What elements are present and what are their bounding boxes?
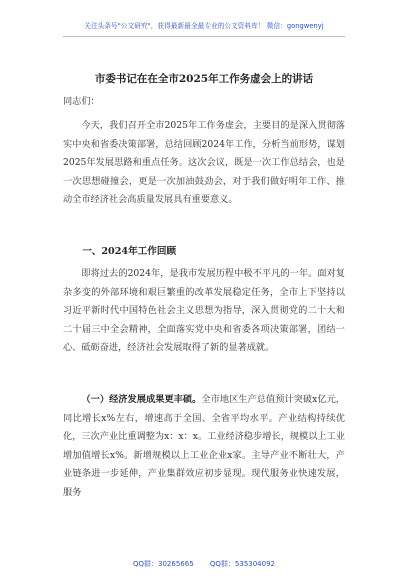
footer-qq-group-1: QQ群：30265665: [133, 560, 194, 568]
paragraph-economy: [63, 391, 345, 503]
paragraph-review: 即将过去的2024年，是我市发展历程中极不平凡的一年。面对复杂多变的外部环境和艰巨繁重的改革发展稳定任务，全市上下坚持以习近平新时代中国特色社会主义思想为指导，深入贯彻党的二十大和二十届三中全会精神，全面落实党中央和省委各项决策部署，团结一心、砥砺奋进，经济社会发展取得了新的显著成就。: [63, 268, 345, 354]
footer-qq-group-2: QQ群：535304092: [209, 560, 275, 568]
footer: [0, 559, 408, 569]
paragraph-intro: 今天，我们召开全市2025年工作务虚会，主要目的是深入贯彻落实中央和省委决策部署，总结回顾2024年工作，分析当前形势，谋划2025年发展思路和重点任务。这次会议，既是一次工作总结会，也是一次思想碰撞会，更是一次加油鼓劲会，对于我们做好明年工作、推动全市经济社会高质量发展具有重要意义。: [63, 120, 345, 206]
salutation: 同志们：: [63, 96, 100, 107]
header-banner: 关注头条号"公文研究"，获得最新最全最专业的公文资料库！ 微信：gongwenyj: [84, 22, 324, 30]
paragraph-economy-body: 全市地区生产总值预计突破x亿元，同比增长x%左右，增速高于全国、全省平均水平。产业结构持续优化，三次产业比重调整为x：x：x。工业经济稳步增长，规模以上工业增加值增长x%。新增规模以上工业企业x家。主导产业不断壮大，产业链条进一步延伸，产业集群效应初步显现。现代服务业快速发展，服务: [63, 394, 345, 498]
sub-heading-economy: （一）经济发展成果更丰硕。: [81, 394, 202, 405]
header-divider: [63, 36, 345, 37]
section-heading-review: 一、2024年工作回顾: [82, 246, 177, 257]
document-title: 市委书记在在全市2025年工作务虚会上的讲话: [94, 73, 314, 85]
